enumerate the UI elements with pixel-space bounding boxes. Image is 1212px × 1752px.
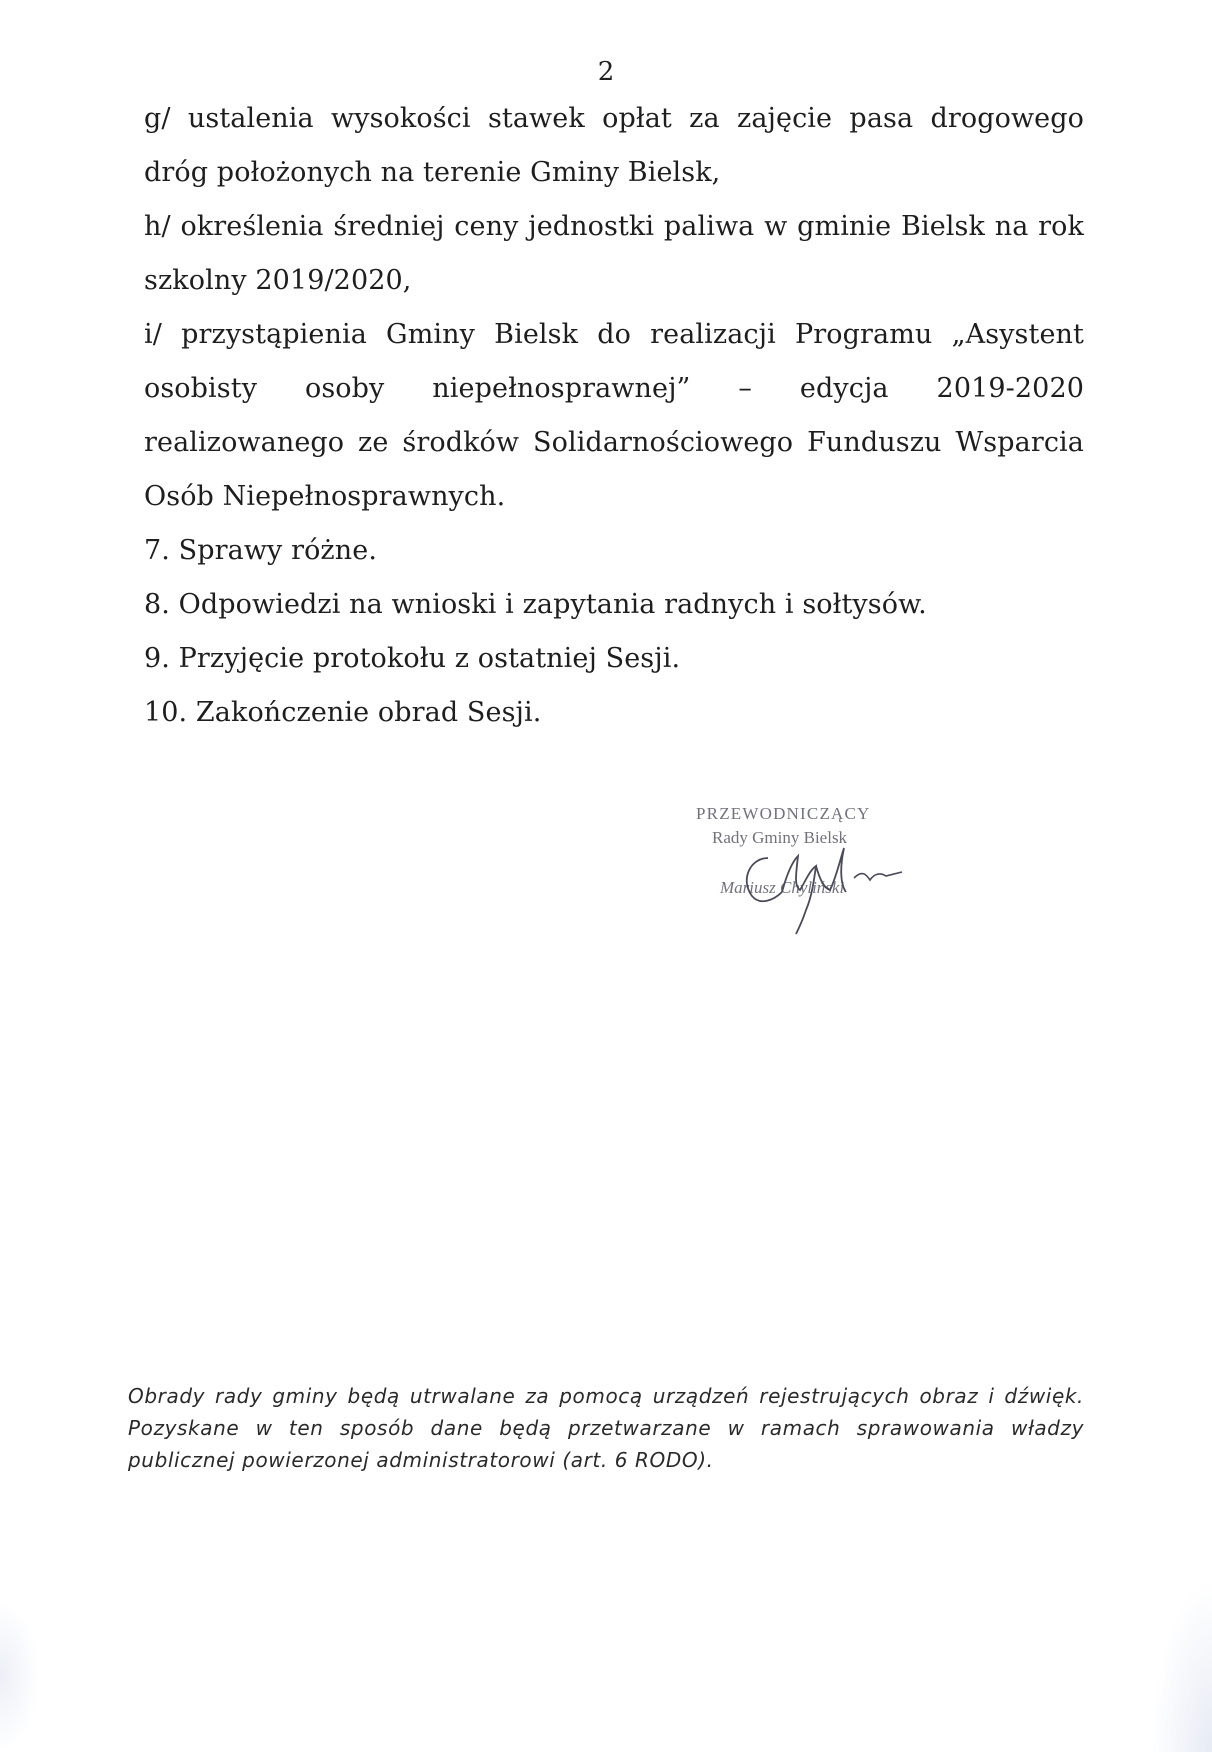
stamp-council: Rady Gminy Bielsk (712, 828, 848, 847)
handwritten-signature (690, 800, 990, 940)
agenda-item-7: 7. Sprawy różne. (144, 535, 378, 566)
agenda-item-10: 10. Zakończenie obrad Sesji. (144, 697, 542, 728)
chairman-stamp (690, 800, 990, 940)
scan-shadow-left (0, 1600, 40, 1752)
scan-shadow-right (1152, 1580, 1212, 1752)
agenda-item-8: 8. Odpowiedzi na wnioski i zapytania radnych i sołtysów. (144, 589, 927, 620)
rodo-footnote: Obrady rady gminy będą utrwalane za pomocą urządzeń rejestrujących obraz i dźwięk. Pozyskane w ten sposób dane będą przetwarzane w ramach sprawowania władzy publicznej powierzonej administratorowi (art. 6 RODO). (128, 1384, 1084, 1472)
agenda-item-9: 9. Przyjęcie protokołu z ostatniej Sesji. (144, 643, 681, 674)
agenda-item-i: i/ przystąpienia Gminy Bielsk do realizacji Programu „Asystent osobisty osoby niepełnosprawnej” – edycja 2019-2020 realizowanego ze środków Solidarnościowego Funduszu Wsparcia Osób Niepełnosprawnych. (144, 319, 1084, 512)
agenda-list (144, 92, 1084, 740)
agenda-item-h: h/ określenia średniej ceny jednostki paliwa w gminie Bielsk na rok szkolny 2019/2020, (144, 211, 1084, 296)
page-number: 2 (597, 57, 615, 87)
stamp-title: PRZEWODNICZĄCY (696, 804, 871, 823)
stamp-name: Mariusz Chyliński (720, 878, 845, 897)
agenda-item-g: g/ ustalenia wysokości stawek opłat za zajęcie pasa drogowego dróg położonych na terenie Gminy Bielsk, (144, 103, 1084, 188)
